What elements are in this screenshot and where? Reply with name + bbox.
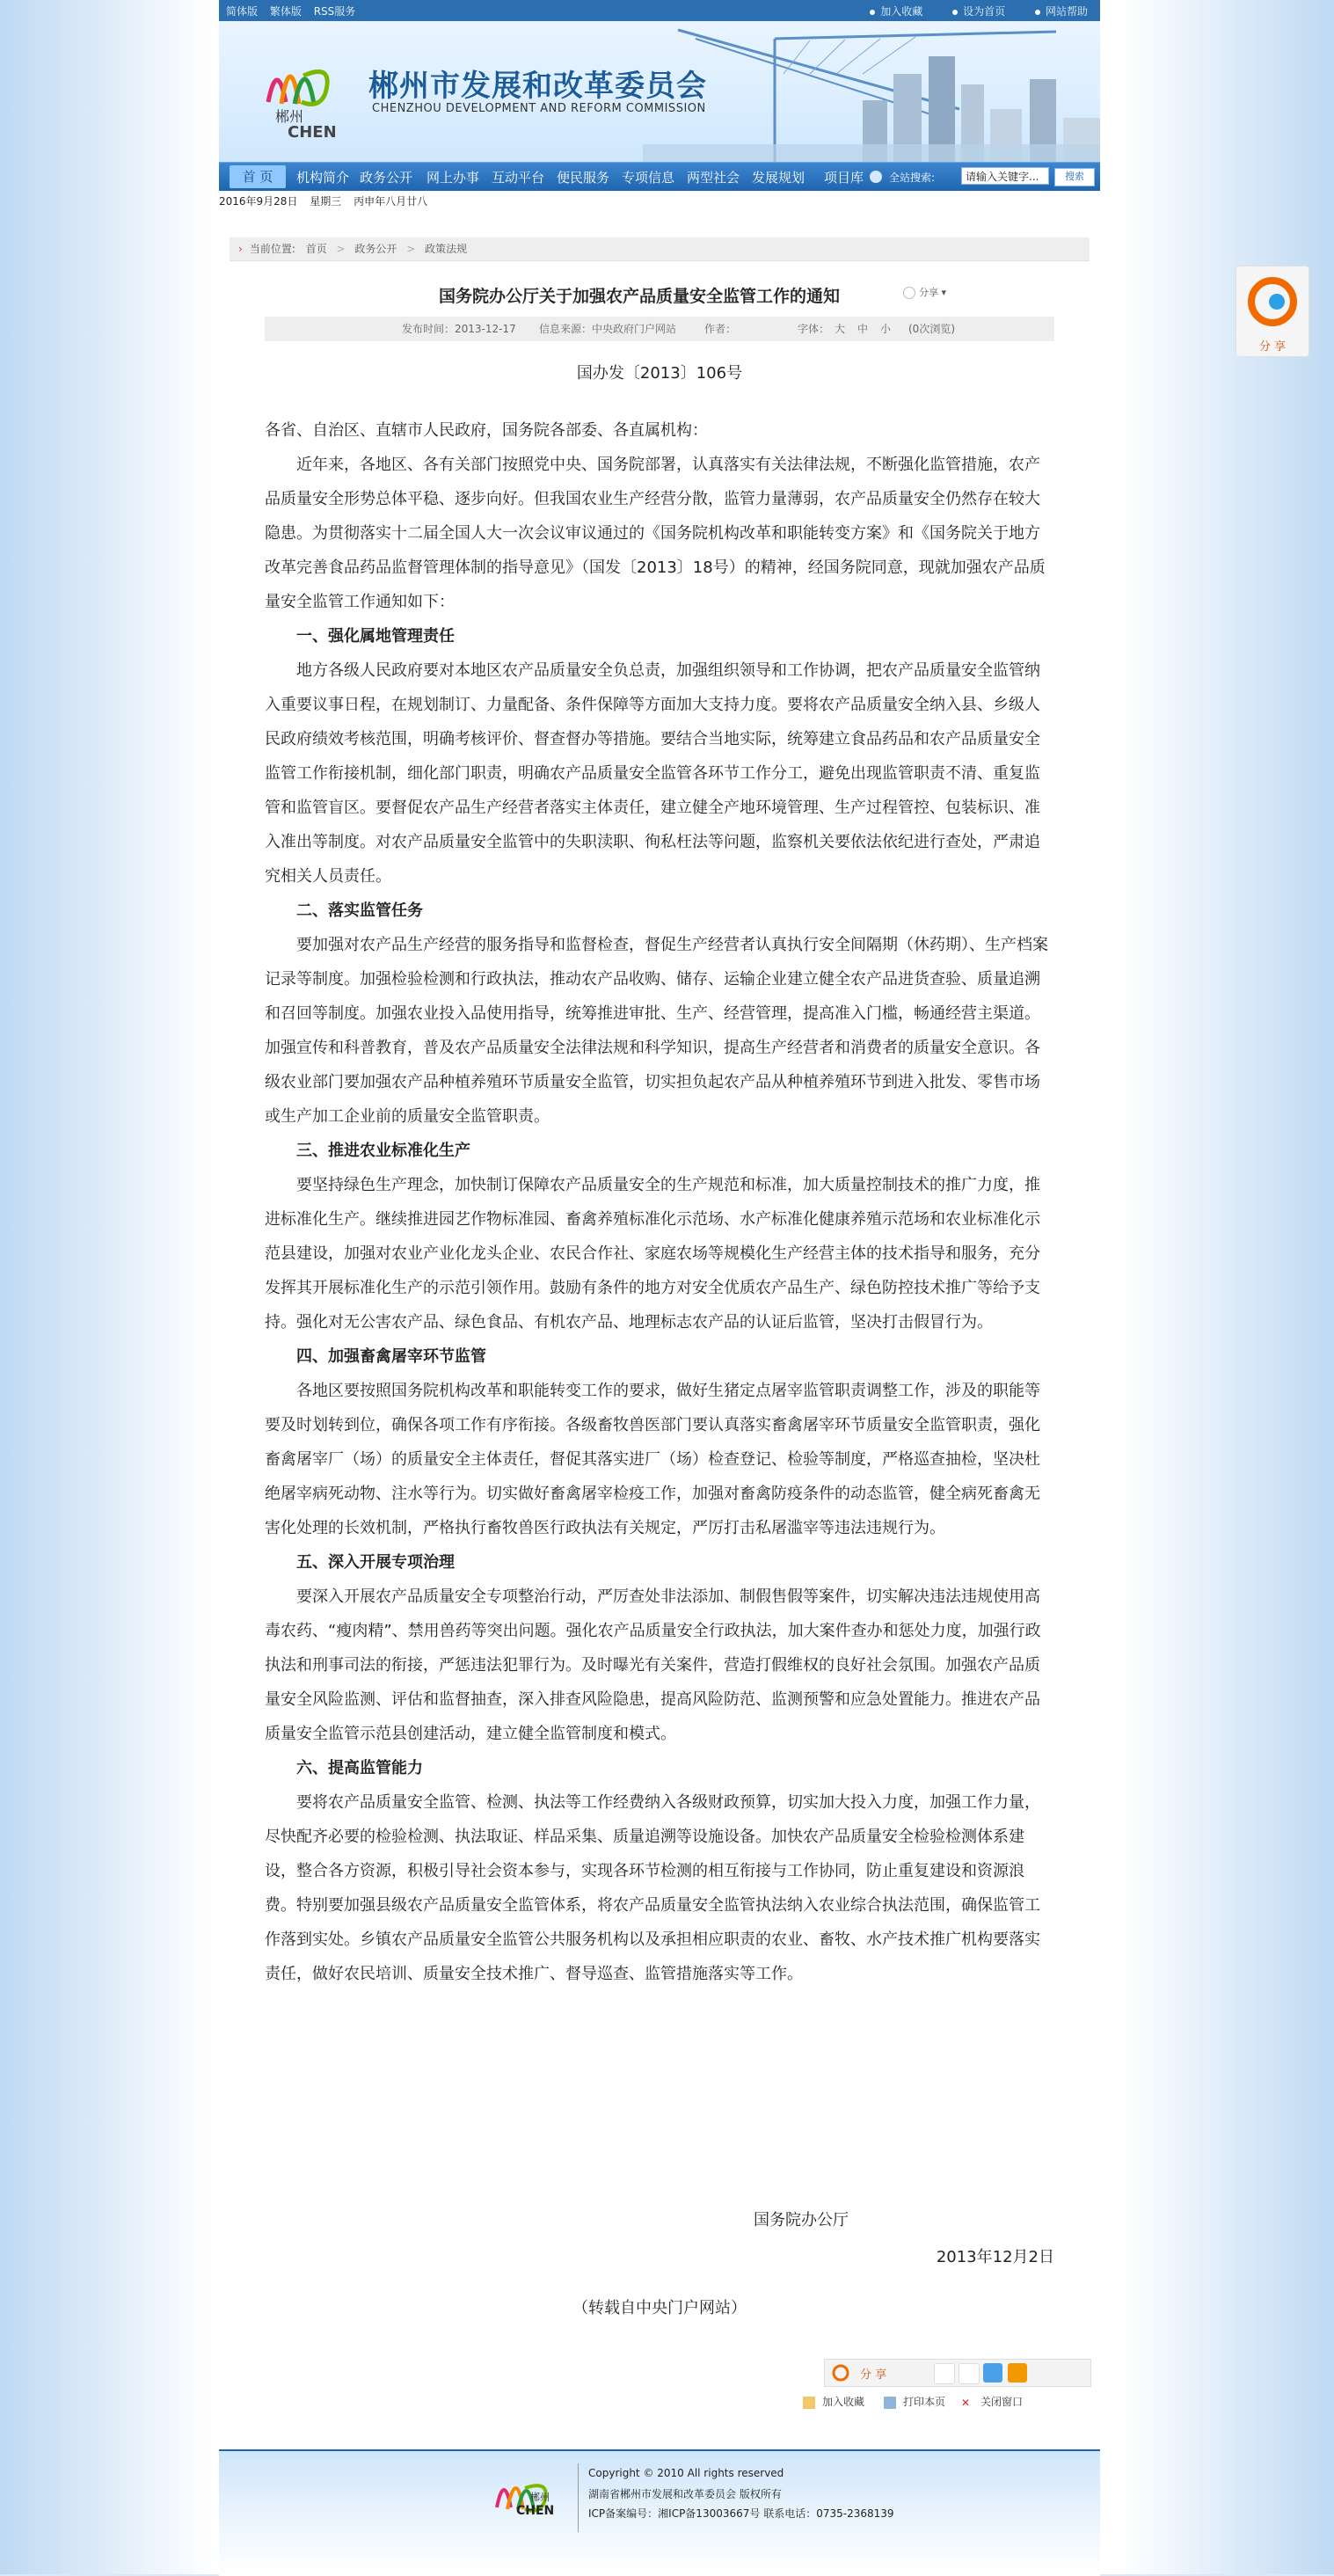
section-heading: 一、强化属地管理责任 bbox=[296, 627, 455, 646]
search-label: 全站搜索: bbox=[889, 171, 936, 184]
footer-divider bbox=[578, 2463, 579, 2532]
floating-share-widget[interactable] bbox=[1236, 266, 1309, 357]
main-navigation bbox=[219, 162, 1100, 191]
salutation: 各省、自治区、直辖市人民政府，国务院各部委、各直属机构： bbox=[265, 421, 708, 440]
site-title-english: CHENZHOU DEVELOPMENT AND REFORM COMMISSION bbox=[372, 102, 706, 115]
bullet-icon bbox=[1035, 10, 1040, 15]
close-icon: ✕ bbox=[961, 2396, 971, 2409]
link-rss[interactable]: RSS服务 bbox=[313, 5, 356, 18]
action-print[interactable]: 打印本页 bbox=[884, 2394, 945, 2409]
search-button[interactable]: 搜索 bbox=[1054, 168, 1095, 186]
breadcrumb-home[interactable]: 首页 bbox=[305, 243, 327, 255]
section-paragraph: 各地区要按照国务院机构改革和职能转变工作的要求，做好生猪定点屠宰监管职责调整工作，涉及的职能等要及时划转到位，确保各项工作有序衔接。各级畜牧兽医部门要认真落实畜禽屠宰环节质量安全监管职责，强化畜禽屠宰厂（场）的质量安全主体责任，督促其落实进厂（场）检查登记、检验等制度，严格巡查抽检，坚决杜绝屠宰病死动物、注水等行为。切实做好畜禽屠宰检疫工作，加强对畜禽防疫条件的动态监管，健全病死畜禽无害化处理的长效机制，严格执行畜牧兽医行政执法有关规定，严厉打击私屠滥宰等违法违规行为。 bbox=[265, 1382, 1040, 1537]
nav-item-online-service[interactable]: 网上办事 bbox=[426, 170, 480, 186]
section-heading: 三、推进农业标准化生产 bbox=[296, 1142, 470, 1160]
logo-city-en: CHEN bbox=[288, 123, 337, 142]
link-site-help[interactable]: 网站帮助 bbox=[1035, 5, 1088, 18]
share-qq-icon[interactable] bbox=[983, 2363, 1002, 2383]
font-size-large[interactable]: 大 bbox=[835, 323, 846, 335]
link-simplified[interactable]: 简体版 bbox=[226, 5, 259, 18]
share-renren-icon[interactable] bbox=[934, 2363, 955, 2384]
print-icon bbox=[884, 2397, 896, 2409]
section-heading: 四、加强畜禽屠宰环节监管 bbox=[296, 1347, 486, 1366]
footer-logo-icon bbox=[488, 2463, 567, 2534]
share-logo-icon[interactable] bbox=[832, 2364, 849, 2382]
section-paragraph: 要坚持绿色生产理念，加快制订保障农产品质量安全的生产规范和标准，加大质量控制技术的推广力度，推进标准化生产。继续推进园艺作物标准园、畜禽养殖标准化示范场、水产标准化健康养殖示范场和农业标准化示范县建设，加强对农业产业化龙头企业、农民合作社、家庭农场等规模化生产经营主体的技术指导和服务，充分发挥其开展标准化生产的示范引领作用。鼓励有条件的地方对安全优质农产品生产、绿色防控技术推广等给予支持。强化对无公害农产品、绿色食品、有机农产品、地理标志农产品的认证后监管，坚决打击假冒行为。 bbox=[265, 1176, 1040, 1332]
link-add-favorite[interactable]: 加入收藏 bbox=[870, 5, 922, 18]
article-title: 国务院办公厅关于加强农产品质量安全监管工作的通知 bbox=[439, 287, 841, 306]
logo-city-cn: 郴州 bbox=[275, 108, 304, 125]
section-heading: 五、深入开展专项治理 bbox=[296, 1553, 455, 1572]
breadcrumb-prefix: 当前位置: bbox=[249, 243, 295, 255]
breadcrumb bbox=[230, 237, 1090, 261]
meta-view-count: (0次浏览) bbox=[908, 323, 955, 335]
favorite-icon bbox=[803, 2397, 815, 2409]
repost-note: （转载自中央门户网站） bbox=[572, 2299, 747, 2317]
footer-copyright: Copyright © 2010 All rights reserved bbox=[588, 2467, 784, 2479]
site-banner bbox=[219, 21, 1100, 162]
bullet-icon bbox=[952, 10, 958, 15]
footer-icp: ICP备案编号：湘ICP备13003667号 联系电话：0735-2368139 bbox=[588, 2507, 894, 2520]
search-input[interactable] bbox=[961, 167, 1049, 185]
footer-logo-city-en: CHEN bbox=[516, 2504, 555, 2518]
action-close-window[interactable]: ✕ 关闭窗口 bbox=[961, 2396, 1024, 2409]
top-utility-bar bbox=[219, 0, 1100, 22]
section-paragraph: 要将农产品质量安全监管、检测、执法等工作经费纳入各级财政预算，切实加大投入力度，加强工作力量，尽快配齐必要的检验检测、执法取证、样品采集、质量追溯等设施设备。加快农产品质量安全检验检测体系建设，整合各方资源，积极引导社会资本参与，实现各环节检测的相互衔接与工作协同，防止重复建设和资源浪费。特别要加强县级农产品质量安全监管体系，将农产品质量安全监管执法纳入农业综合执法范围，确保监管工作落到实处。乡镇农产品质量安全监管公共服务机构以及承担相应职责的农业、畜牧、水产技术推广机构要落实责任，做好农民培训、质量安全技术推广、督导巡查、监管措施落实等工作。 bbox=[265, 1793, 1040, 1983]
breadcrumb-separator-icon: > bbox=[406, 243, 416, 255]
nav-item-convenience[interactable]: 便民服务 bbox=[557, 170, 610, 186]
section-paragraph: 要加强对农产品生产经营的服务指导和监督检查，督促生产经营者认真执行安全间隔期（休药期）、生产档案记录等制度。加强检验检测和行政执法，推动农产品收购、储存、运输企业建立健全农产品进货查验、质量追溯和召回等制度。加强农业投入品使用指导，统筹推进审批、生产、经营管理，提高准入门槛，畅通经营主渠道。加强宣传和科普教育，普及农产品质量安全法律法规和科学知识，提高生产经营者和消费者的质量安全意识。各级农业部门要加强农产品种植养殖环节质量安全监管，切实担负起农产品从种植养殖环节到进入批发、零售市场或生产加工企业前的质量安全监管职责。 bbox=[265, 936, 1048, 1126]
share-dropdown[interactable] bbox=[903, 285, 946, 299]
nav-item-project-library[interactable]: 项目库 bbox=[824, 170, 864, 186]
floating-share-icon bbox=[1236, 266, 1308, 337]
date-weekday: 星期三 bbox=[310, 195, 342, 208]
footer-organization: 湖南省郴州市发展和改革委员会 版权所有 bbox=[588, 2488, 782, 2500]
meta-publish-date: 发布时间：2013-12-17 bbox=[402, 323, 516, 335]
document-number: 国办发〔2013〕106号 bbox=[576, 364, 743, 383]
section-heading: 二、落实监管任务 bbox=[296, 901, 423, 920]
nav-item-special-info[interactable]: 专项信息 bbox=[622, 170, 675, 186]
font-size-small[interactable]: 小 bbox=[880, 323, 892, 335]
section-paragraph: 要深入开展农产品质量安全专项整治行动，严厉查处非法添加、制假售假等案件，切实解决违法违规使用高毒农药、“瘦肉精”、禁用兽药等突出问题。强化农产品质量安全行政执法，加大案件查办和惩处力度，加强行政执法和刑事司法的衔接，严惩违法犯罪行为。及时曝光有关案件，营造打假维权的良好社会氛围。加强农产品质量安全风险监测、评估和监督抽查，深入排查风险隐患，提高风险防范、监测预警和应急处置能力。推进农产品质量安全监管示范县创建活动，建立健全监管制度和模式。 bbox=[265, 1587, 1041, 1743]
action-add-favorite[interactable]: 加入收藏 bbox=[803, 2394, 864, 2409]
share-toolbar-label[interactable]: 分 享 bbox=[860, 2368, 887, 2382]
share-weibo-icon[interactable] bbox=[959, 2363, 980, 2384]
link-traditional[interactable]: 繁体版 bbox=[269, 5, 302, 18]
nav-item-planning[interactable]: 发展规划 bbox=[752, 170, 806, 186]
floating-share-label: 分 享 bbox=[1258, 340, 1287, 354]
breadcrumb-policy[interactable]: 政策法规 bbox=[425, 243, 468, 255]
meta-font-label: 字体： bbox=[798, 323, 830, 335]
site-footer bbox=[219, 2449, 1100, 2576]
nav-item-about[interactable]: 机构简介 bbox=[296, 170, 350, 186]
section-heading: 六、提高监管能力 bbox=[296, 1759, 423, 1777]
nav-item-two-type-society[interactable]: 两型社会 bbox=[687, 170, 740, 186]
signature-issuer: 国务院办公厅 bbox=[754, 2211, 849, 2229]
share-label: 分享 bbox=[919, 287, 938, 298]
chevron-down-icon: ▾ bbox=[938, 287, 947, 298]
footer-logo-city-cn: 郴州 bbox=[530, 2492, 550, 2503]
site-title: 郴州市发展和改革委员会 bbox=[368, 69, 707, 104]
nav-item-interaction[interactable]: 互动平台 bbox=[492, 170, 545, 186]
search-icon bbox=[870, 171, 882, 183]
share-icon bbox=[903, 287, 915, 299]
meta-source: 信息来源：中央政府门户网站 bbox=[539, 323, 677, 335]
breadcrumb-gov-info[interactable]: 政务公开 bbox=[354, 243, 397, 255]
city-skyline-illustration bbox=[643, 21, 1100, 162]
font-size-medium[interactable]: 中 bbox=[857, 323, 869, 335]
link-set-homepage[interactable]: 设为首页 bbox=[952, 5, 1005, 18]
section-paragraph: 地方各级人民政府要对本地区农产品质量安全负总责，加强组织领导和工作协调，把农产品质量安全监管纳入重要议事日程，在规划制订、力量配备、条件保障等方面加大支持力度。要将农产品质量安全纳入县、乡级人民政府绩效考核范围，明确考核评价、督查督办等措施。要结合当地实际，统筹建立食品药品和农产品质量安全监管工作衔接机制，细化部门职责，明确农产品质量安全监管各环节工作分工，避免出现监管职责不清、重复监管和监管盲区。要督促农产品生产经营者落实主体责任，建立健全产地环境管理、生产过程管控、包装标识、准入准出等制度。对农产品质量安全监管中的失职渎职、徇私枉法等问题，监察机关要依法依纪进行查处，严肃追究相关人员责任。 bbox=[265, 661, 1040, 886]
nav-item-gov-info[interactable]: 政务公开 bbox=[360, 170, 413, 186]
meta-author: 作者： bbox=[704, 323, 737, 335]
article-meta-bar bbox=[265, 317, 1054, 341]
intro-paragraph: 近年来，各地区、各有关部门按照党中央、国务院部署，认真落实有关法律法规，不断强化监管措施，农产品质量安全形势总体平稳、逐步向好。但我国农业生产经营分散，监管力量薄弱，农产品质量安全仍然存在较大隐患。为贯彻落实十二届全国人大一次会议审议通过的《国务院机构改革和职能转变方案》和《国务院关于地方改革完善食品药品监督管理体制的指导意见》（国发〔2013〕18号）的精神，经国务院同意，现就加强农产品质量安全监管工作通知如下： bbox=[265, 456, 1046, 611]
share-more-icon[interactable] bbox=[1008, 2363, 1027, 2383]
breadcrumb-separator-icon: > bbox=[336, 243, 346, 255]
date-gregorian: 2016年9月28日 bbox=[219, 195, 298, 208]
nav-home[interactable]: 首 页 bbox=[230, 165, 286, 188]
article-body bbox=[265, 413, 1054, 1991]
site-container bbox=[219, 0, 1100, 2574]
bullet-icon bbox=[870, 10, 875, 15]
date-lunar: 丙申年八月廿八 bbox=[354, 195, 428, 208]
share-toolbar bbox=[824, 2359, 1091, 2387]
date-line bbox=[219, 193, 436, 208]
breadcrumb-arrow-icon: › bbox=[238, 243, 243, 255]
signature-date: 2013年12月2日 bbox=[936, 2248, 1054, 2266]
